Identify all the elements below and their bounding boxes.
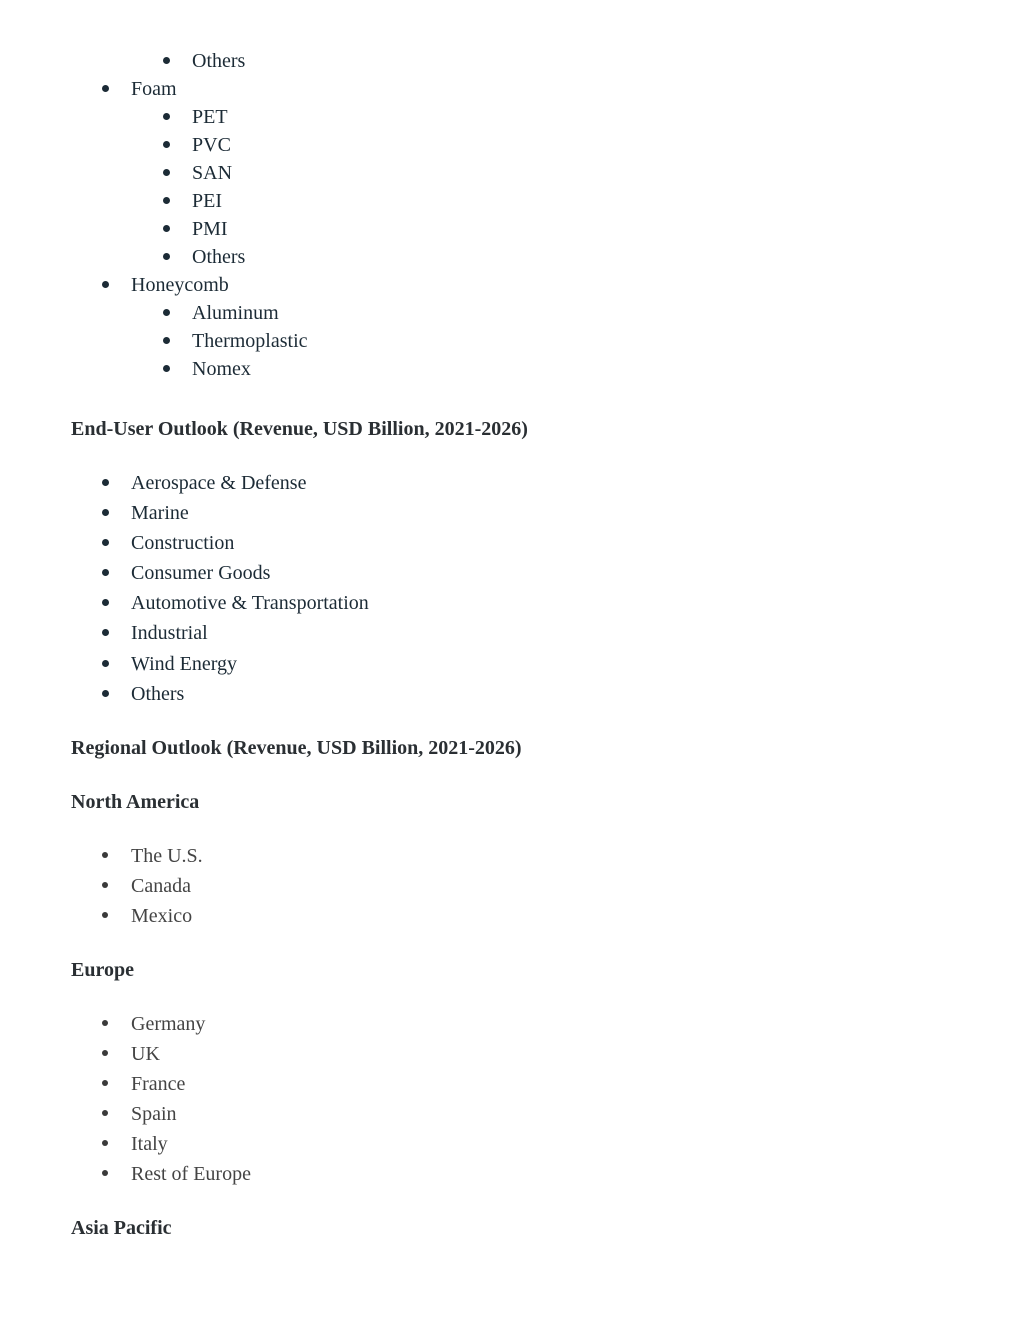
list-item: Aerospace & Defense bbox=[131, 472, 307, 494]
list-item: Italy bbox=[131, 1133, 168, 1155]
list-item: Others bbox=[192, 50, 246, 72]
bullet-icon bbox=[163, 225, 170, 232]
regional-heading: Regional Outlook (Revenue, USD Billion, 2021-2026) bbox=[71, 737, 522, 759]
bullet-icon bbox=[102, 690, 109, 697]
bullet-icon bbox=[163, 197, 170, 204]
bullet-icon bbox=[102, 912, 108, 918]
list-item: Thermoplastic bbox=[192, 330, 308, 352]
bullet-icon bbox=[102, 281, 109, 288]
asia-pacific-heading: Asia Pacific bbox=[71, 1217, 172, 1239]
list-item: Germany bbox=[131, 1013, 206, 1035]
list-item: UK bbox=[131, 1043, 160, 1065]
bullet-icon bbox=[163, 141, 170, 148]
list-item: SAN bbox=[192, 162, 233, 184]
bullet-icon bbox=[163, 365, 170, 372]
list-item: Mexico bbox=[131, 905, 193, 927]
list-item: Others bbox=[131, 683, 185, 705]
list-item: PET bbox=[192, 106, 228, 128]
list-item: France bbox=[131, 1073, 186, 1095]
list-item: PVC bbox=[192, 134, 231, 156]
bullet-icon bbox=[102, 1170, 108, 1176]
list-item: The U.S. bbox=[131, 845, 203, 867]
bullet-icon bbox=[102, 882, 108, 888]
list-item: Marine bbox=[131, 502, 189, 524]
bullet-icon bbox=[102, 539, 109, 546]
list-item: Construction bbox=[131, 532, 235, 554]
list-item-foam: Foam bbox=[131, 78, 177, 100]
bullet-icon bbox=[163, 253, 170, 260]
bullet-icon bbox=[102, 1050, 108, 1056]
bullet-icon bbox=[102, 479, 109, 486]
europe-heading: Europe bbox=[71, 959, 134, 981]
bullet-icon bbox=[102, 509, 109, 516]
bullet-icon bbox=[163, 309, 170, 316]
list-item: Aluminum bbox=[192, 302, 279, 324]
bullet-icon bbox=[163, 337, 170, 344]
list-item: Consumer Goods bbox=[131, 562, 271, 584]
bullet-icon bbox=[102, 660, 109, 667]
list-item: Nomex bbox=[192, 358, 251, 380]
bullet-icon bbox=[163, 169, 170, 176]
bullet-icon bbox=[102, 629, 109, 636]
north-america-heading: North America bbox=[71, 791, 200, 813]
bullet-icon bbox=[102, 1080, 108, 1086]
bullet-icon bbox=[102, 1140, 108, 1146]
list-item: Rest of Europe bbox=[131, 1163, 251, 1185]
bullet-icon bbox=[102, 1110, 108, 1116]
list-item: Canada bbox=[131, 875, 191, 897]
list-item: Others bbox=[192, 246, 246, 268]
list-item: PEI bbox=[192, 190, 222, 212]
list-item: Wind Energy bbox=[131, 653, 238, 675]
list-item: Spain bbox=[131, 1103, 177, 1125]
bullet-icon bbox=[102, 852, 108, 858]
end-user-heading: End-User Outlook (Revenue, USD Billion, 2021-2026) bbox=[71, 418, 528, 440]
bullet-icon bbox=[102, 599, 109, 606]
list-item-honeycomb: Honeycomb bbox=[131, 274, 229, 296]
bullet-icon bbox=[102, 85, 109, 92]
bullet-icon bbox=[102, 1020, 108, 1026]
bullet-icon bbox=[102, 569, 109, 576]
list-item: Automotive & Transportation bbox=[131, 592, 369, 614]
bullet-icon bbox=[163, 113, 170, 120]
bullet-icon bbox=[163, 57, 170, 64]
list-item: PMI bbox=[192, 218, 228, 240]
list-item: Industrial bbox=[131, 622, 208, 644]
